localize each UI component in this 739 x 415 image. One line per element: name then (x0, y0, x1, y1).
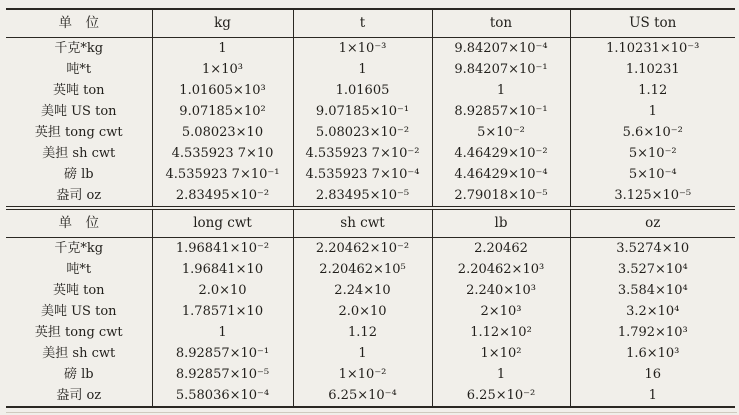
row-label: 磅 lb (63, 167, 94, 182)
cell: 1.01605×10³ (152, 80, 293, 101)
cell: 1.10231×10⁻³ (570, 38, 735, 60)
cell: 1 (432, 364, 570, 385)
cell: 2.0×10 (293, 301, 432, 322)
column-header-long-cwt: long cwt (152, 210, 293, 238)
cell: 1.96841×10⁻² (152, 238, 293, 260)
cell: 1.10231 (570, 59, 735, 80)
cell: 3.2×10⁴ (570, 301, 735, 322)
cell: 6.25×10⁻² (432, 385, 570, 407)
table-row-tonne (6, 59, 735, 80)
row-label: 美担 sh cwt (42, 346, 116, 361)
cell: 1 (570, 101, 735, 122)
cell: 4.535923 7×10 (152, 143, 293, 164)
cell: 9.07185×10⁻¹ (293, 101, 432, 122)
cell: 1.792×10³ (570, 322, 735, 343)
column-header-kg: kg (152, 9, 293, 38)
table-row-us-ton (6, 301, 735, 322)
table-row-long-cwt (6, 322, 735, 343)
cell: 8.92857×10⁻¹ (432, 101, 570, 122)
cell: 4.46429×10⁻² (432, 143, 570, 164)
cell: 4.535923 7×10⁻⁴ (293, 164, 432, 185)
table-row-pound (6, 164, 735, 185)
cell: 5.6×10⁻² (570, 122, 735, 143)
row-label: 英担 tong cwt (34, 325, 123, 340)
cell: 1.78571×10 (152, 301, 293, 322)
row-label: 英担 tong cwt (34, 125, 123, 140)
cell: 2.0×10 (152, 280, 293, 301)
column-header-t: t (293, 9, 432, 38)
table-row-pound (6, 364, 735, 385)
cell: 8.92857×10⁻⁵ (152, 364, 293, 385)
table-row-ounce (6, 185, 735, 207)
cell: 2×10³ (432, 301, 570, 322)
column-header-lb: lb (432, 210, 570, 238)
cell: 1 (432, 80, 570, 101)
cell: 2.79018×10⁻⁵ (432, 185, 570, 207)
row-label: 千克*kg (54, 241, 104, 256)
cell: 2.24×10 (293, 280, 432, 301)
row-label: 英吨 ton (52, 283, 105, 298)
cell: 2.240×10³ (432, 280, 570, 301)
cell: 3.584×10⁴ (570, 280, 735, 301)
cell: 1.12×10² (432, 322, 570, 343)
cell: 5×10⁻⁴ (570, 164, 735, 185)
table-row-us-ton (6, 101, 735, 122)
cell: 1 (152, 38, 293, 60)
cell: 1 (152, 322, 293, 343)
table-row-kilogram (6, 38, 735, 60)
cell: 4.535923 7×10⁻¹ (152, 164, 293, 185)
cell: 1.12 (293, 322, 432, 343)
cell: 2.20462×10⁻² (293, 238, 432, 260)
column-header-oz: oz (570, 210, 735, 238)
table-row-long-cwt (6, 122, 735, 143)
row-label: 盎司 oz (56, 188, 102, 203)
column-header-ton: ton (432, 9, 570, 38)
row-label: 吨*t (66, 262, 92, 277)
row-label: 千克*kg (54, 41, 104, 56)
cell: 1 (570, 385, 735, 407)
row-label: 美吨 US ton (40, 104, 117, 119)
cell: 1.6×10³ (570, 343, 735, 364)
header-row (6, 210, 735, 238)
table-row-long-ton (6, 280, 735, 301)
cell: 1×10³ (152, 59, 293, 80)
row-label: 吨*t (66, 62, 92, 77)
cell: 9.84207×10⁻¹ (432, 59, 570, 80)
row-label: 美吨 US ton (40, 304, 117, 319)
column-header-sh-cwt: sh cwt (293, 210, 432, 238)
cell: 3.5274×10 (570, 238, 735, 260)
cell: 8.92857×10⁻¹ (152, 343, 293, 364)
cell: 1×10² (432, 343, 570, 364)
cell: 1 (293, 59, 432, 80)
cell: 1 (293, 343, 432, 364)
table-row-short-cwt (6, 143, 735, 164)
cell: 2.20462×10³ (432, 259, 570, 280)
cell: 9.07185×10² (152, 101, 293, 122)
row-label: 盎司 oz (56, 388, 102, 403)
page-edge-line (6, 412, 737, 413)
cell: 6.25×10⁻⁴ (293, 385, 432, 407)
cell: 5×10⁻² (432, 122, 570, 143)
cell: 5.08023×10⁻² (293, 122, 432, 143)
table-row-tonne (6, 259, 735, 280)
cell: 9.84207×10⁻⁴ (432, 38, 570, 60)
row-label: 磅 lb (63, 367, 94, 382)
column-header-us-ton: US ton (570, 9, 735, 38)
cell: 1.96841×10 (152, 259, 293, 280)
cell: 2.20462×10⁵ (293, 259, 432, 280)
cell: 16 (570, 364, 735, 385)
cell: 1.12 (570, 80, 735, 101)
cell: 4.535923 7×10⁻² (293, 143, 432, 164)
mass-conversion-table-top (6, 8, 735, 207)
cell: 2.83495×10⁻⁵ (293, 185, 432, 207)
cell: 1×10⁻³ (293, 38, 432, 60)
cell: 3.527×10⁴ (570, 259, 735, 280)
table-row-ounce (6, 385, 735, 407)
table-row-short-cwt (6, 343, 735, 364)
cell: 3.125×10⁻⁵ (570, 185, 735, 207)
cell: 1×10⁻² (293, 364, 432, 385)
table-row-long-ton (6, 80, 735, 101)
unit-header-cell: 单 位 (58, 215, 99, 231)
row-label: 美担 sh cwt (42, 146, 116, 161)
cell: 2.20462 (432, 238, 570, 260)
cell: 5×10⁻² (570, 143, 735, 164)
mass-conversion-table-bottom (6, 209, 735, 408)
cell: 5.58036×10⁻⁴ (152, 385, 293, 407)
cell: 5.08023×10 (152, 122, 293, 143)
cell: 1.01605 (293, 80, 432, 101)
unit-header-cell: 单 位 (58, 15, 99, 31)
cell: 2.83495×10⁻² (152, 185, 293, 207)
header-row (6, 9, 735, 38)
row-label: 英吨 ton (52, 83, 105, 98)
table-row-kilogram (6, 238, 735, 260)
cell: 4.46429×10⁻⁴ (432, 164, 570, 185)
